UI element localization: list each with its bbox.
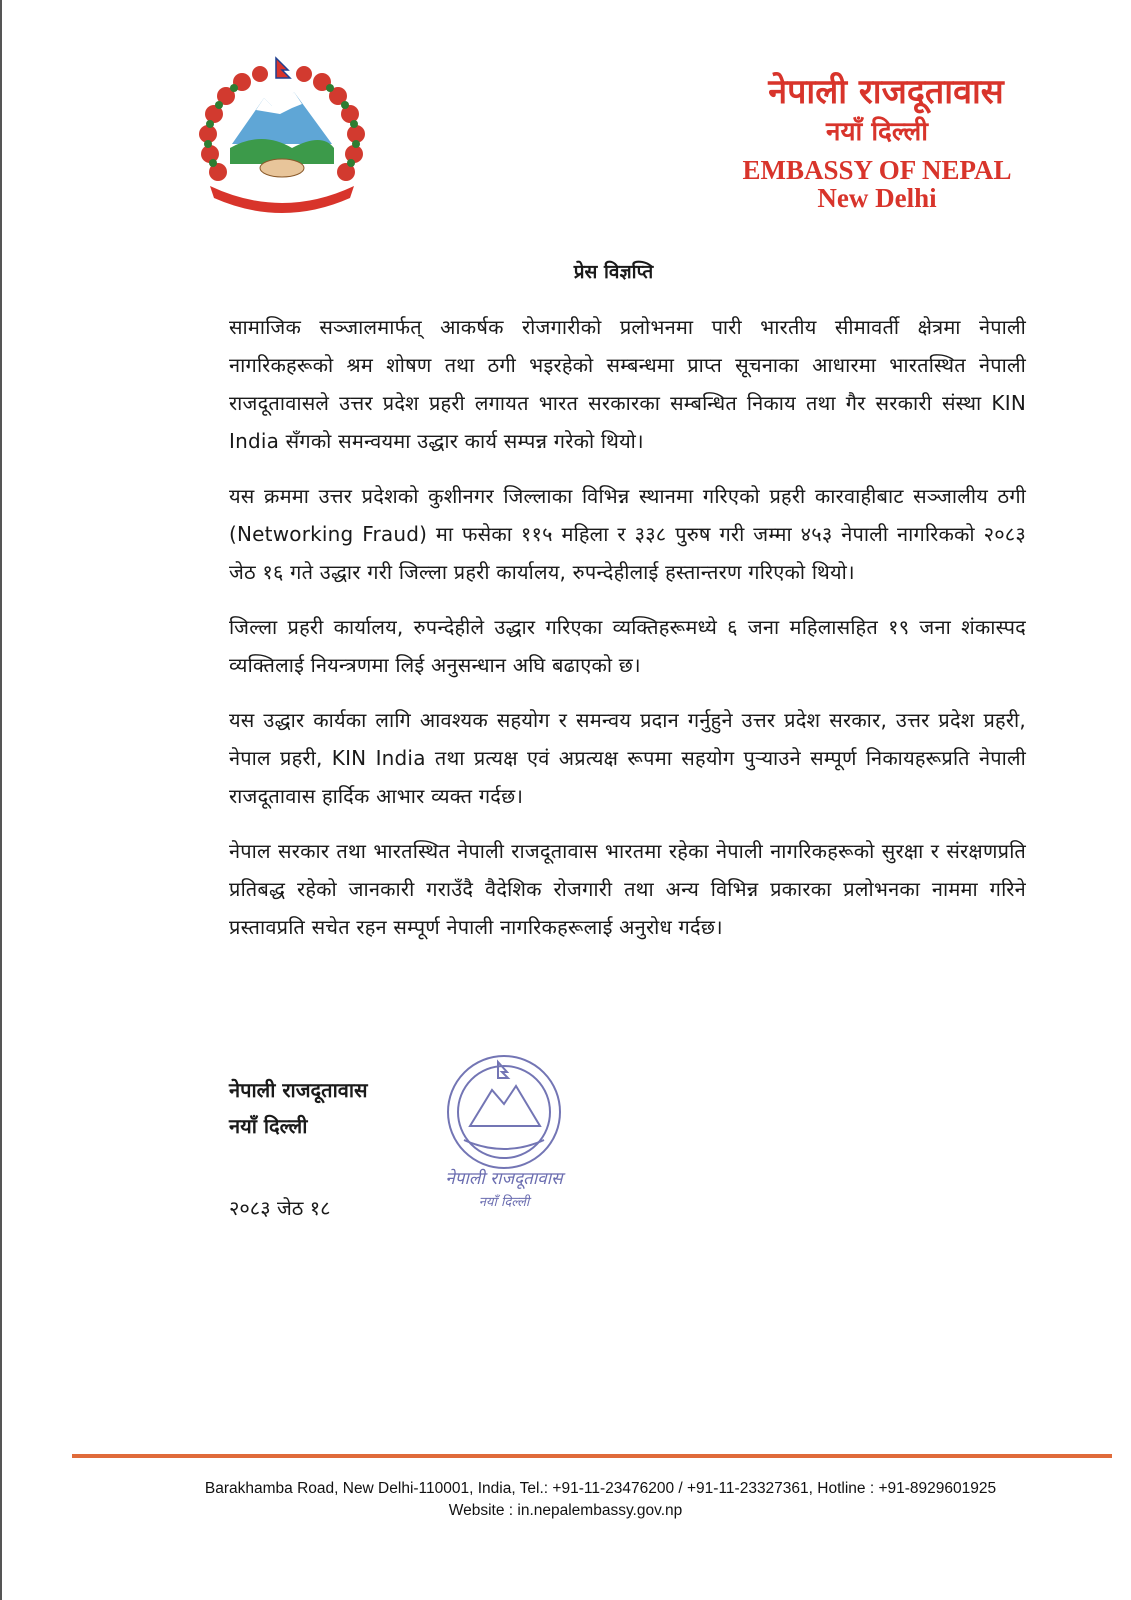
stamp-text-line1: नेपाली राजदूतावास [445,1169,563,1189]
nepal-coat-of-arms-icon [192,52,372,220]
city-name-english: New Delhi [817,183,937,213]
scan-edge [0,0,2,1600]
paragraph: यस उद्धार कार्यका लागि आवश्यक सहयोग र समन्वय प्रदान गर्नुहुने उत्तर प्रदेश सरकार, उत्तर प्रदेश प्रहरी, नेपाल प्रहरी, KIN India तथा प्रत्यक्ष एवं अप्रत्यक्ष रूपमा सहयोग पुर्‍याउने सम्पूर्ण निकायहरूप्रति नेपाली राजदूतावास हार्दिक आभार व्यक्त गर्दछ। [229,708,1026,808]
signature-city: नयाँ दिल्ली [229,1114,308,1138]
document-body [229,308,1026,963]
document-date: २०८३ जेठ १८ [229,1196,331,1220]
document-title: प्रेस विज्ञप्ति [573,261,654,283]
stamp-text-line2: नयाँ दिल्ली [478,1195,530,1210]
footer-website: Website : in.nepalembassy.gov.np [448,1502,683,1519]
embassy-name-english: EMBASSY OF NEPAL [742,155,1012,185]
signature-block [229,1072,368,1144]
city-name-nepali: नयाँ दिल्ली [826,117,928,147]
paragraph: जिल्ला प्रहरी कार्यालय, रुपन्देहीले उद्धार गरिएका व्यक्तिहरूमध्ये ६ जना महिलासहित १९ जना शंकास्पद व्यक्तिलाई नियन्त्रणमा लिई अनुसन्धान अघि बढाएको छ। [229,615,1026,677]
footer-divider [72,1454,1112,1458]
paragraph: सामाजिक सञ्जालमार्फत् आकर्षक रोजगारीको प्रलोभनमा पारी भारतीय सीमावर्ती क्षेत्रमा नेपाली नागरिकहरूको श्रम शोषण तथा ठगी भइरहेको सम्बन्धमा प्राप्त सूचनाका आधारमा भारतस्थित नेपाली राजदूतावासले उत्तर प्रदेश प्रहरी लगायत भारत सरकारका सम्बन्धित निकाय तथा गैर सरकारी संस्था KIN India सँगको समन्वयमा उद्धार कार्य सम्पन्न गरेको थियो। [229,315,1026,453]
embassy-name-nepali: नेपाली राजदूतावास [768,72,1004,112]
footer [0,1478,1131,1522]
paragraph: यस क्रममा उत्तर प्रदेशको कुशीनगर जिल्लाका विभिन्न स्थानमा गरिएको प्रहरी कारवाहीबाट सञ्जालीय ठगी (Networking Fraud) मा फसेका ११५ महिला र ३३८ पुरुष गरी जम्मा ४५३ नेपाली नागरिकको २०८३ जेठ १६ गते उद्धार गरी जिल्ला प्रहरी कार्यालय, रुपन्देहीलाई हस्तान्तरण गरिएको थियो। [229,484,1026,584]
paragraph: नेपाल सरकार तथा भारतस्थित नेपाली राजदूतावास भारतमा रहेका नेपाली नागरिकहरूको सुरक्षा र संरक्षणप्रति प्रतिबद्ध रहेको जानकारी गराउँदै वैदेशिक रोजगारी तथा अन्य विभिन्न प्रकारका प्रलोभनका नाममा गरिने प्रस्तावप्रति सचेत रहन सम्पूर्ण नेपाली नागरिकहरूलाई अनुरोध गर्दछ। [229,839,1026,939]
embassy-stamp-icon [430,1048,578,1216]
footer-address: Barakhamba Road, New Delhi-110001, India, Tel.: +91-11-23476200 / +91-11-23327361, Hotline : +91-8929601925 [204,1480,997,1497]
signature-org: नेपाली राजदूतावास [229,1078,368,1102]
letterhead [697,70,1057,212]
